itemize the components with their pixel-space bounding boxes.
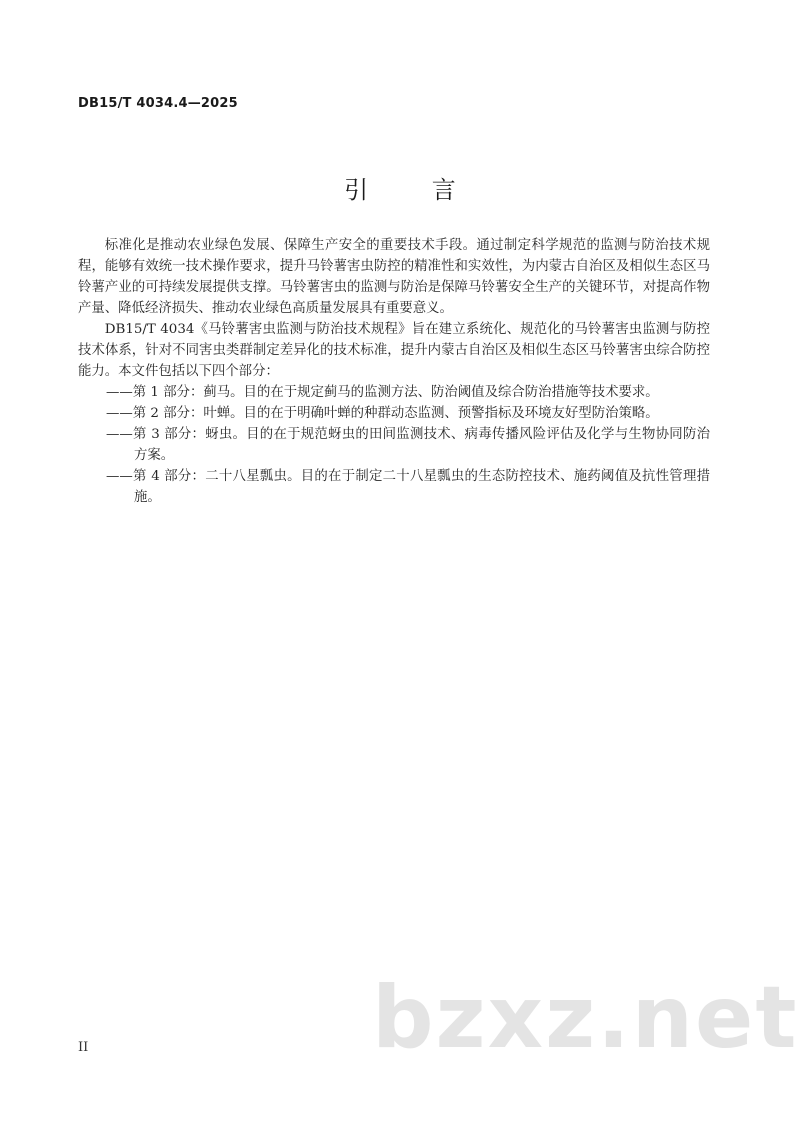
list-item-part-3: ——第 3 部分：蚜虫。目的在于规范蚜虫的田间监测技术、病毒传播风险评估及化学与生物协同防治方案。 bbox=[106, 427, 710, 463]
section-title: 引 言 bbox=[344, 176, 484, 204]
page-number: II bbox=[78, 1040, 89, 1055]
parts-list bbox=[78, 382, 710, 508]
paragraph-intro: 标准化是推动农业绿色发展、保障生产安全的重要技术手段。通过制定科学规范的监测与防治技术规程，能够有效统一技术操作要求，提升马铃薯害虫防控的精准性和实效性，为内蒙古自治区及相似生态区马铃薯产业的可持续发展提供支撑。马铃薯害虫的监测与防治是保障马铃薯安全生产的关键环节，对提高作物产量、降低经济损失、推动农业绿色高质量发展具有重要意义。 bbox=[78, 238, 710, 316]
body-text bbox=[78, 235, 710, 508]
list-item-part-2: ——第 2 部分：叶蝉。目的在于明确叶蝉的种群动态监测、预警指标及环境友好型防治策略。 bbox=[106, 406, 659, 421]
watermark: bzxz.net bbox=[372, 968, 799, 1068]
paragraph-scope: DB15/T 4034《马铃薯害虫监测与防治技术规程》旨在建立系统化、规范化的马铃薯害虫监测与防控技术体系，针对不同害虫类群制定差异化的技术标准，提升内蒙古自治区及相似生态区马铃薯害虫综合防控能力。本文件包括以下四个部分： bbox=[78, 322, 710, 379]
document-code: DB15/T 4034.4—2025 bbox=[78, 96, 238, 111]
list-item-part-4: ——第 4 部分：二十八星瓢虫。目的在于制定二十八星瓢虫的生态防控技术、施药阈值及抗性管理措施。 bbox=[106, 469, 710, 505]
list-item-part-1: ——第 1 部分：蓟马。目的在于规定蓟马的监测方法、防治阈值及综合防治措施等技术要求。 bbox=[106, 385, 659, 400]
